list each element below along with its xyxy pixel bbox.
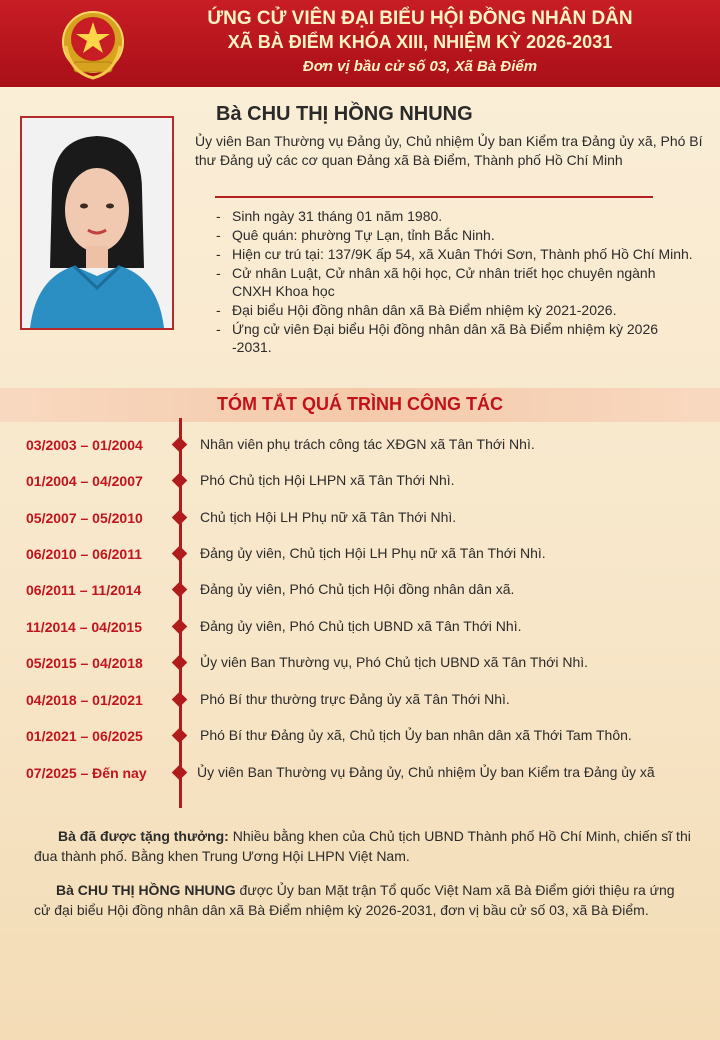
career-date: 07/2025 – Đến nay <box>26 765 147 781</box>
header-unit: Đơn vị bầu cử số 03, Xã Bà Điểm <box>302 58 538 75</box>
career-description: Phó Bí thư Đảng ủy xã, Chủ tịch Ủy ban nhân dân xã Thới Tam Thôn. <box>200 727 632 743</box>
timeline-diamond-icon <box>172 437 188 453</box>
candidate-name: Bà CHU THỊ HỒNG NHUNG <box>216 103 473 125</box>
timeline-diamond-icon <box>172 473 188 489</box>
career-item <box>0 686 720 714</box>
career-date: 01/2004 – 04/2007 <box>26 473 143 489</box>
timeline-diamond-icon <box>172 765 188 781</box>
career-item <box>0 613 720 641</box>
candidate-bio-list <box>214 207 694 357</box>
career-item <box>0 504 720 532</box>
timeline-diamond-icon <box>172 655 188 671</box>
career-item <box>0 431 720 459</box>
timeline-diamond-icon <box>172 619 188 635</box>
career-date: 01/2021 – 06/2025 <box>26 728 143 744</box>
career-description: Ủy viên Ban Thường vụ Đảng ủy, Chủ nhiệm Ủy ban Kiểm tra Đảng ủy xã <box>197 764 655 780</box>
bio-item: - Hiện cư trú tại: 137/9K ấp 54, xã Xuân Thới Sơn, Thành phố Hồ Chí Minh. <box>214 245 694 263</box>
bio-item: - Đại biểu Hội đồng nhân dân xã Bà Điểm nhiệm kỳ 2021-2026. <box>214 301 694 319</box>
career-date: 05/2015 – 04/2018 <box>26 655 143 671</box>
career-item <box>0 540 720 568</box>
timeline-diamond-icon <box>172 582 188 598</box>
introduction-text: được Ủy ban Mặt trận Tổ quốc Việt Nam xã Bà Điểm giới thiệu ra ứng cử đại biểu Hội đồng nhân dân xã Bà Điểm nhiệm kỳ 2026-2031, đơn vị bầu cử số 03, xã Bà Điểm. <box>34 882 675 918</box>
header-title-line2: XÃ BÀ ĐIỂM KHÓA XIII, NHIỆM KỲ 2026-2031 <box>227 32 613 52</box>
bio-item: - Ứng cử viên Đại biểu Hội đồng nhân dân xã Bà Điểm nhiệm kỳ 2026 -2031. <box>214 320 694 356</box>
header-title-line1: ỨNG CỬ VIÊN ĐẠI BIỂU HỘI ĐỒNG NHÂN DÂN <box>207 8 633 29</box>
career-item <box>0 649 720 677</box>
timeline-diamond-icon <box>172 510 188 526</box>
bio-item: - Sinh ngày 31 tháng 01 năm 1980. <box>214 207 694 225</box>
career-description: Đảng ủy viên, Chủ tịch Hội LH Phụ nữ xã Tân Thới Nhì. <box>200 545 546 561</box>
career-date: 03/2003 – 01/2004 <box>26 437 143 453</box>
candidate-position: Ủy viên Ban Thường vụ Đảng ủy, Chủ nhiệm Ủy ban Kiểm tra Đảng ủy xã, Phó Bí thư Đảng uỷ các cơ quan Đảng xã Bà Điểm, Thành phố Hồ Chí Minh <box>195 133 703 168</box>
timeline-diamond-icon <box>172 546 188 562</box>
career-description: Đảng ủy viên, Phó Chủ tịch Hội đồng nhân dân xã. <box>200 581 515 597</box>
award-paragraph <box>34 826 694 866</box>
career-description: Phó Bí thư thường trực Đảng ủy xã Tân Thới Nhì. <box>200 691 510 707</box>
career-item <box>0 722 720 750</box>
introduction-paragraph <box>34 880 694 920</box>
career-item <box>0 759 720 787</box>
career-date: 06/2011 – 11/2014 <box>26 582 142 598</box>
career-date: 05/2007 – 05/2010 <box>26 510 143 526</box>
award-text: Nhiều bằng khen của Chủ tịch UBND Thành phố Hồ Chí Minh, chiến sĩ thi đua thành phố. Bằng khen Trung Ương Hội LHPN Việt Nam. <box>34 828 691 864</box>
page-header <box>0 0 720 87</box>
bio-item: - Cử nhân Luật, Cử nhân xã hội học, Cử nhân triết học chuyên ngành CNXH Khoa học <box>214 264 694 300</box>
career-item <box>0 467 720 495</box>
national-emblem-icon <box>60 6 126 82</box>
career-item <box>0 576 720 604</box>
introduction-name: Bà CHU THỊ HỒNG NHUNG <box>56 882 236 898</box>
divider <box>215 196 653 198</box>
career-date: 11/2014 – 04/2015 <box>26 619 143 635</box>
career-date: 06/2010 – 06/2011 <box>26 546 143 562</box>
career-description: Nhân viên phụ trách công tác XĐGN xã Tân Thới Nhì. <box>200 436 535 452</box>
career-description: Phó Chủ tịch Hội LHPN xã Tân Thới Nhì. <box>200 472 455 488</box>
award-label: Bà đã được tặng thưởng: <box>58 828 229 844</box>
career-description: Đảng ủy viên, Phó Chủ tịch UBND xã Tân Thới Nhì. <box>200 618 522 634</box>
career-description: Chủ tịch Hội LH Phụ nữ xã Tân Thới Nhì. <box>200 509 457 525</box>
summary-title: TÓM TẮT QUÁ TRÌNH CÔNG TÁC <box>217 394 503 414</box>
bio-item: - Quê quán: phường Tự Lạn, tỉnh Bắc Ninh. <box>214 226 694 244</box>
candidate-photo <box>20 116 174 330</box>
career-description: Ủy viên Ban Thường vụ, Phó Chủ tịch UBND xã Tân Thới Nhì. <box>200 654 589 670</box>
timeline-diamond-icon <box>172 728 188 744</box>
timeline-diamond-icon <box>172 692 188 708</box>
career-date: 04/2018 – 01/2021 <box>26 692 143 708</box>
